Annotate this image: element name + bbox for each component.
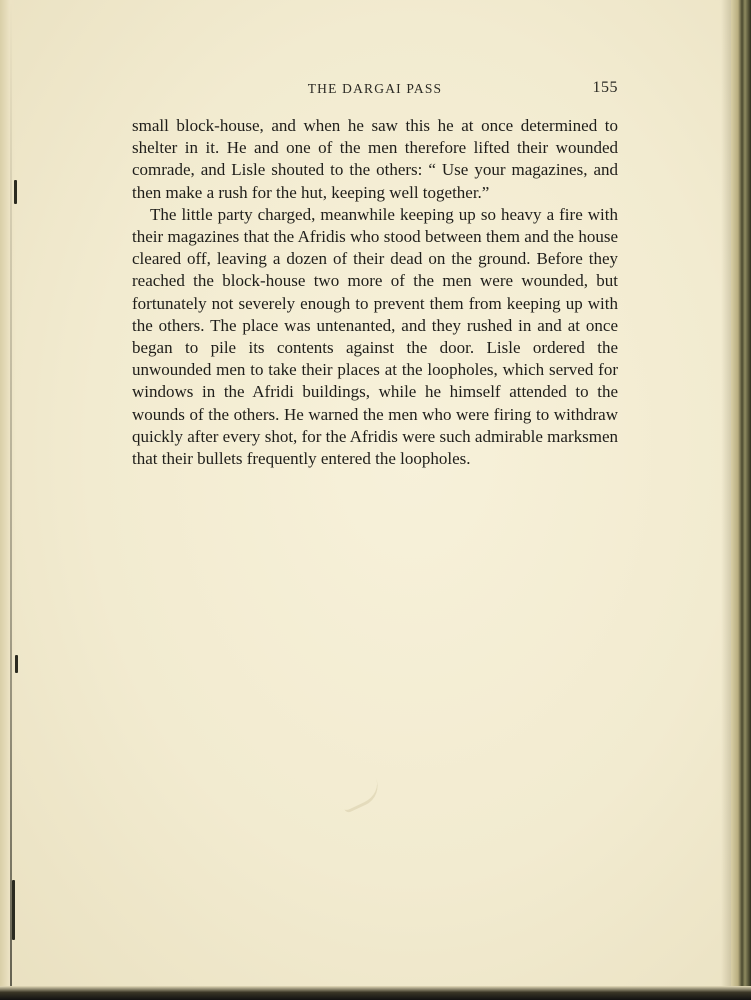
right-page-stack xyxy=(731,0,751,1000)
page-number: 155 xyxy=(592,79,618,96)
left-page-edge xyxy=(0,0,16,1000)
paragraph: The little party charged, meanwhile keeping up so heavy a fire with their magazines that the Afridis who stood between them and the house cleared off, leaving a dozen of their dead on the ground. Before they reached the block-house two more of the men were wounded, but fortunately not severely enough to prevent them from keeping up with the others. The place was untenanted, and they rushed in and at once began to pile its contents against the door. Lisle ordered the unwounded men to take their places at the loopholes, which served for windows in the Afridi buildings, while he himself attended to the wounds of the others. He warned the men who were firing to withdraw quickly after every shot, for the Afridis were such admirable marksmen that their bullets frequently entered the loopholes. xyxy=(132,204,618,469)
margin-mark xyxy=(12,880,15,940)
left-page-edge-line xyxy=(10,0,12,1000)
binding-shadow xyxy=(721,0,731,1000)
paper-smudge xyxy=(338,777,385,814)
paragraph: small block-house, and when he saw this he at once determined to shelter in it. He and one of the men therefore lifted their wounded comrade, and Lisle shouted to the others: “ Use your magazines, and then make a rush for the hut, keeping well together.” xyxy=(132,116,618,202)
margin-mark xyxy=(14,180,17,204)
page-header xyxy=(132,79,618,101)
bottom-page-edge xyxy=(0,986,751,1000)
running-head: THE DARGAI PASS xyxy=(307,81,443,96)
body-text xyxy=(132,115,618,470)
margin-mark xyxy=(15,655,18,673)
